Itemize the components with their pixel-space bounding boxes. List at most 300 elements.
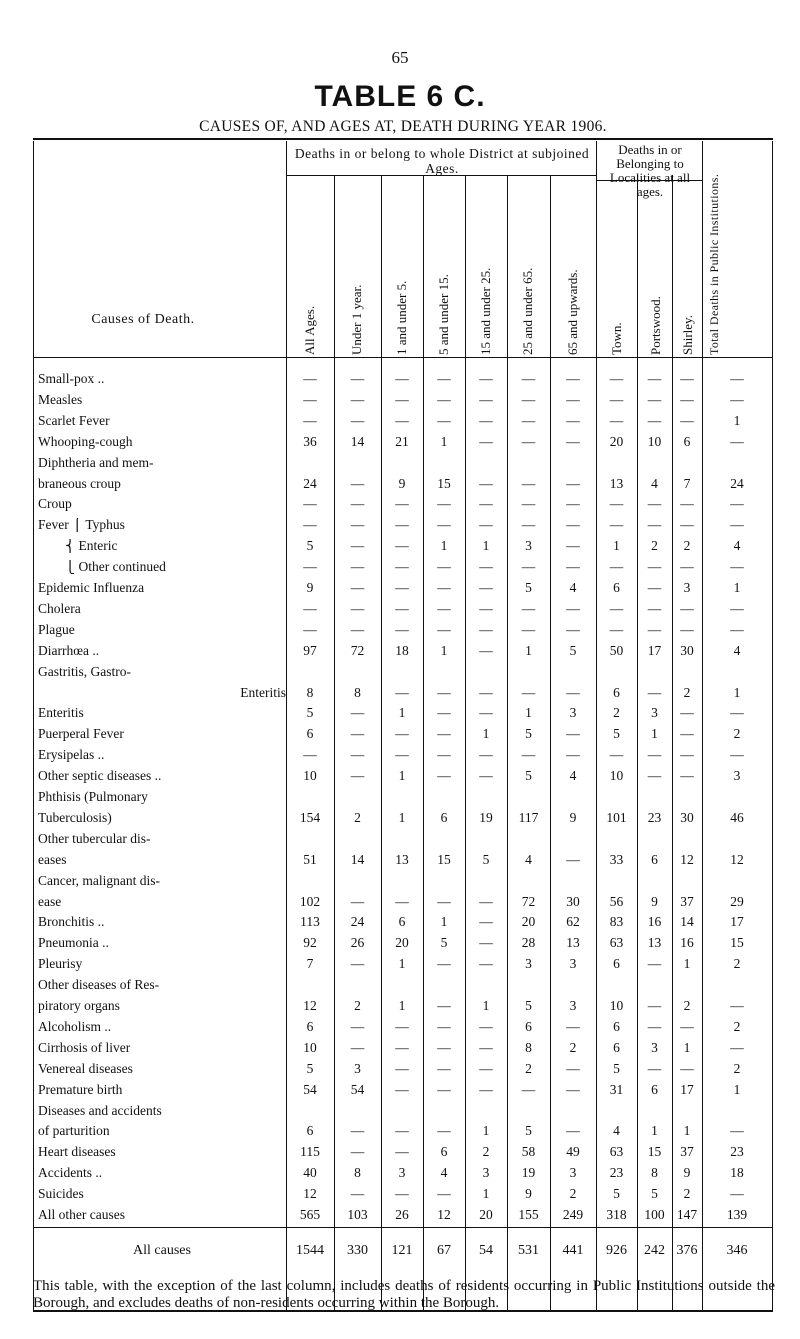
table-cell: 63 bbox=[609, 935, 624, 951]
table-cell: 155 bbox=[518, 1207, 539, 1222]
table-cell: — bbox=[479, 475, 493, 491]
table-cell: 18 bbox=[730, 1165, 744, 1181]
col-header-15-25: 15 and under 25. bbox=[478, 267, 493, 355]
table-cell: 1 bbox=[398, 956, 406, 972]
table-cell: 3 bbox=[569, 1165, 577, 1181]
footnote: This table, with the exception of the last column, includes deaths of residents occurring in Public Institutions outside the Borough, and excludes deaths of non-residents occurring within the Borough. bbox=[33, 1278, 775, 1311]
table-row bbox=[38, 665, 773, 679]
col-header-25-65: 25 and under 65. bbox=[520, 267, 535, 355]
table-cell: — bbox=[479, 1018, 493, 1034]
table-cell: 6 bbox=[683, 433, 691, 449]
table-cell: 6 bbox=[398, 914, 406, 930]
table-cell: 5 bbox=[525, 768, 532, 784]
table-cell: 1 bbox=[651, 1123, 658, 1139]
table-cell: 9 bbox=[569, 809, 577, 825]
table-cell: — bbox=[395, 1060, 409, 1076]
table-cell: — bbox=[609, 747, 624, 763]
total-cell: 330 bbox=[347, 1243, 368, 1258]
table-cell: — bbox=[437, 747, 451, 763]
table-cell: 6 bbox=[525, 1018, 532, 1034]
table-cell: 2 bbox=[683, 998, 691, 1013]
col-header-under-1: Under 1 year. bbox=[349, 284, 364, 355]
table-cell: — bbox=[609, 412, 624, 428]
table-cell: — bbox=[395, 1123, 409, 1139]
table-cell: — bbox=[437, 496, 451, 512]
table-cell: 5 bbox=[525, 726, 532, 742]
table-cell: — bbox=[479, 580, 493, 595]
table-cell: 10 bbox=[303, 768, 317, 784]
cause-label: Cholera bbox=[38, 601, 81, 616]
table-cell: — bbox=[437, 998, 451, 1013]
table-cell: 1 bbox=[613, 538, 620, 554]
table-cell: 1 bbox=[398, 998, 406, 1013]
table-cell: — bbox=[350, 517, 365, 533]
table-cell: 4 bbox=[651, 475, 658, 491]
table-cell: 1 bbox=[482, 1186, 490, 1202]
table-cell: — bbox=[437, 1123, 451, 1139]
table-cell: — bbox=[437, 580, 451, 595]
table-row bbox=[38, 581, 773, 595]
total-cell: 1544 bbox=[296, 1243, 324, 1258]
table-cell: 9 bbox=[398, 475, 406, 491]
table-cell: — bbox=[730, 1039, 744, 1055]
table-cell: — bbox=[680, 747, 694, 763]
table-row bbox=[38, 1124, 773, 1138]
table-row bbox=[38, 435, 773, 449]
table-cell: — bbox=[395, 600, 409, 616]
table-cell: 4 bbox=[569, 768, 577, 784]
table-row bbox=[38, 748, 773, 762]
table-cell: — bbox=[566, 412, 580, 428]
table-cell: 18 bbox=[395, 642, 409, 658]
table-cell: 102 bbox=[299, 893, 321, 909]
cause-label: Enteritis bbox=[38, 706, 84, 721]
table-cell: — bbox=[566, 371, 580, 386]
cause-label: Venereal diseases bbox=[38, 1061, 133, 1076]
table-cell: — bbox=[566, 600, 580, 616]
table-cell: — bbox=[566, 1018, 580, 1034]
table-cell: — bbox=[609, 391, 624, 407]
cause-label: Other septic diseases .. bbox=[38, 769, 162, 784]
table-cell: 46 bbox=[730, 809, 744, 825]
table-cell: — bbox=[350, 475, 365, 491]
table-row bbox=[38, 790, 773, 804]
table-cell: 54 bbox=[350, 1081, 365, 1097]
table-cell: 1 bbox=[482, 538, 490, 554]
table-cell: — bbox=[647, 371, 662, 386]
table-cell: — bbox=[350, 412, 365, 428]
table-cell: 30 bbox=[680, 642, 694, 658]
table-cell: — bbox=[521, 559, 536, 575]
table-cell: — bbox=[303, 391, 317, 407]
table-cell: — bbox=[647, 559, 662, 575]
table-cell: 15 bbox=[437, 475, 451, 491]
table-cell: 15 bbox=[730, 935, 744, 951]
table-cell: — bbox=[479, 412, 493, 428]
table-cell: — bbox=[437, 517, 451, 533]
cause-label: Heart diseases bbox=[38, 1145, 116, 1160]
table-cell: 10 bbox=[609, 768, 624, 784]
table-cell: — bbox=[647, 600, 662, 616]
table-cell: 13 bbox=[609, 475, 624, 491]
table-row bbox=[38, 393, 773, 407]
table-cell: — bbox=[680, 391, 694, 407]
table-cell: — bbox=[730, 1186, 744, 1202]
table-row bbox=[38, 1083, 773, 1097]
table-cell: — bbox=[521, 747, 536, 763]
table-cell: — bbox=[395, 1144, 409, 1160]
table-row bbox=[38, 769, 773, 783]
table-cell: 30 bbox=[680, 809, 694, 825]
table-cell: 6 bbox=[613, 580, 620, 595]
cause-label: Other tubercular dis- bbox=[38, 831, 151, 846]
table-cell: 6 bbox=[306, 1018, 314, 1034]
table-cell: — bbox=[647, 496, 662, 512]
table-cell: 1 bbox=[398, 809, 406, 825]
table-cell: 154 bbox=[299, 809, 321, 825]
table-cell: — bbox=[479, 496, 493, 512]
table-cell: 36 bbox=[303, 433, 317, 449]
cause-label: Tuberculosis) bbox=[38, 810, 112, 825]
table-cell: — bbox=[521, 475, 536, 491]
table-cell: 63 bbox=[609, 1144, 624, 1160]
table-cell: — bbox=[521, 433, 536, 449]
cause-label: Alcoholism .. bbox=[38, 1019, 112, 1034]
table-cell: — bbox=[350, 768, 365, 784]
table-cell: — bbox=[479, 621, 493, 637]
table-cell: — bbox=[566, 1123, 580, 1139]
table-cell: 12 bbox=[303, 998, 317, 1013]
table-cell: 23 bbox=[647, 809, 662, 825]
table-row bbox=[38, 497, 773, 511]
total-label: All causes bbox=[133, 1243, 191, 1258]
table-cell: — bbox=[566, 747, 580, 763]
table-cell: 101 bbox=[606, 809, 627, 825]
table-cell: — bbox=[680, 1018, 694, 1034]
table-cell: 2 bbox=[683, 684, 691, 700]
table-cell: — bbox=[479, 935, 493, 951]
table-row bbox=[38, 811, 773, 825]
table-cell: — bbox=[303, 600, 317, 616]
table-cell: — bbox=[350, 956, 365, 972]
table-cell: — bbox=[647, 517, 662, 533]
table-cell: 113 bbox=[300, 914, 320, 930]
table-cell: 9 bbox=[525, 1186, 532, 1202]
cause-label: Puerperal Fever bbox=[38, 727, 124, 742]
table-subtitle: CAUSES OF, AND AGES AT, DEATH DURING YEAR 1906. bbox=[199, 118, 607, 135]
table-cell: 40 bbox=[303, 1165, 317, 1181]
table-cell: 20 bbox=[479, 1207, 493, 1222]
table-cell: — bbox=[395, 391, 409, 407]
table-cell: — bbox=[395, 1018, 409, 1034]
table-row bbox=[38, 832, 773, 846]
table-cell: 13 bbox=[647, 935, 662, 951]
cause-label: Whooping-cough bbox=[38, 434, 133, 449]
table-cell: 15 bbox=[647, 1144, 662, 1160]
table-cell: — bbox=[395, 621, 409, 637]
table-cell: 3 bbox=[683, 580, 691, 595]
total-cell: 54 bbox=[479, 1243, 493, 1258]
table-cell: — bbox=[479, 893, 493, 909]
table-cell: — bbox=[680, 496, 694, 512]
table-cell: — bbox=[303, 621, 317, 637]
table-cell: 1 bbox=[683, 956, 691, 972]
table-cell: 5 bbox=[306, 1060, 314, 1076]
table-cell: — bbox=[395, 893, 409, 909]
table-cell: 1 bbox=[683, 1039, 691, 1055]
table-cell: — bbox=[437, 956, 451, 972]
table-cell: — bbox=[395, 517, 409, 533]
table-cell: — bbox=[437, 1081, 451, 1097]
table-cell: 1 bbox=[733, 1081, 741, 1097]
table-cell: — bbox=[609, 621, 624, 637]
table-cell: 14 bbox=[680, 914, 694, 930]
total-cell: 242 bbox=[644, 1243, 665, 1258]
table-cell: — bbox=[609, 496, 624, 512]
table-cell: — bbox=[566, 851, 580, 867]
table-cell: 28 bbox=[521, 935, 536, 951]
table-row bbox=[38, 727, 773, 741]
table-cell: — bbox=[479, 1039, 493, 1055]
table-cell: 51 bbox=[303, 851, 317, 867]
col-header-all-ages: All Ages. bbox=[302, 305, 317, 355]
table-cell: 1 bbox=[482, 998, 490, 1013]
table-cell: 29 bbox=[730, 893, 744, 909]
table-cell: — bbox=[730, 747, 744, 763]
table-cell: — bbox=[566, 1060, 580, 1076]
table-cell: — bbox=[647, 747, 662, 763]
table-cell: 13 bbox=[566, 935, 580, 951]
table-cell: — bbox=[303, 559, 317, 575]
table-cell: 2 bbox=[733, 1060, 741, 1076]
table-cell: 5 bbox=[569, 642, 577, 658]
table-cell: 4 bbox=[733, 538, 741, 554]
table-cell: 6 bbox=[613, 956, 620, 972]
table-cell: — bbox=[437, 1018, 451, 1034]
table-cell: 3 bbox=[569, 705, 577, 721]
table-cell: 1 bbox=[398, 705, 406, 721]
table-cell: 49 bbox=[566, 1144, 580, 1160]
table-cell: — bbox=[566, 559, 580, 575]
table-cell: 1 bbox=[525, 642, 532, 658]
cause-label: Diseases and accidents bbox=[38, 1103, 162, 1118]
table-row bbox=[38, 414, 773, 428]
table-row bbox=[38, 978, 773, 992]
table-row bbox=[38, 623, 773, 637]
table-cell: — bbox=[566, 496, 580, 512]
table-cell: 14 bbox=[350, 433, 365, 449]
table-cell: — bbox=[566, 726, 580, 742]
table-cell: — bbox=[521, 412, 536, 428]
table-cell: 97 bbox=[303, 642, 317, 658]
table-cell: 4 bbox=[440, 1165, 448, 1181]
table-cell: — bbox=[647, 684, 662, 700]
table-cell: — bbox=[350, 1018, 365, 1034]
table-cell: 6 bbox=[440, 1144, 448, 1160]
table-cell: 5 bbox=[613, 726, 620, 742]
table-cell: — bbox=[730, 1123, 744, 1139]
table-cell: 3 bbox=[525, 956, 532, 972]
table-row bbox=[38, 1145, 773, 1159]
table-cell: — bbox=[479, 747, 493, 763]
table-cell: 2 bbox=[354, 998, 361, 1013]
table-cell: 2 bbox=[683, 1186, 691, 1202]
table-cell: — bbox=[350, 1123, 365, 1139]
table-cell: — bbox=[730, 600, 744, 616]
table-cell: — bbox=[479, 914, 493, 930]
table-cell: 3 bbox=[733, 768, 741, 784]
header-localities: Deaths in or Belonging to Localities at all ages. bbox=[609, 142, 691, 199]
table-row bbox=[38, 518, 773, 532]
table-row bbox=[38, 1041, 773, 1055]
table-cell: 17 bbox=[730, 914, 744, 930]
table-cell: 26 bbox=[395, 1207, 409, 1222]
table-cell: — bbox=[437, 371, 451, 386]
table-cell: — bbox=[437, 684, 451, 700]
table-row bbox=[38, 1187, 773, 1201]
total-cell: 441 bbox=[562, 1243, 584, 1258]
cause-label: Croup bbox=[38, 497, 72, 512]
table-cell: 21 bbox=[395, 433, 409, 449]
table-cell: — bbox=[680, 726, 694, 742]
table-cell: — bbox=[566, 391, 580, 407]
table-cell: — bbox=[521, 600, 536, 616]
table-cell: — bbox=[479, 433, 493, 449]
table-cell: 5 bbox=[613, 1186, 620, 1202]
table-cell: 6 bbox=[651, 1081, 658, 1097]
table-cell: — bbox=[350, 1186, 365, 1202]
table-cell: 103 bbox=[347, 1207, 368, 1222]
table-cell: 30 bbox=[566, 893, 580, 909]
table-cell: 37 bbox=[680, 893, 694, 909]
table-row bbox=[38, 686, 773, 700]
subtitle-rule bbox=[33, 138, 773, 140]
table-cell: — bbox=[521, 517, 536, 533]
table-cell: 24 bbox=[303, 475, 317, 491]
total-cell: 121 bbox=[391, 1243, 413, 1258]
table-cell: 15 bbox=[437, 851, 451, 867]
table-cell: 5 bbox=[525, 580, 532, 595]
table-cell: 12 bbox=[680, 851, 694, 867]
table-cell: 1 bbox=[683, 1123, 691, 1139]
table-cell: 7 bbox=[306, 956, 314, 972]
cause-label: Bronchitis .. bbox=[38, 915, 105, 930]
table-cell: — bbox=[395, 559, 409, 575]
table-cell: — bbox=[437, 1039, 451, 1055]
table-cell: 12 bbox=[303, 1186, 317, 1202]
cause-label: Premature birth bbox=[38, 1082, 123, 1097]
table-cell: 16 bbox=[647, 914, 662, 930]
table-cell: 2 bbox=[683, 538, 691, 554]
table-cell: — bbox=[350, 726, 365, 742]
table-cell: — bbox=[566, 433, 580, 449]
table-cell: — bbox=[521, 371, 536, 386]
table-cell: — bbox=[521, 1081, 536, 1097]
table-cell: 5 bbox=[525, 998, 532, 1013]
table-cell: — bbox=[437, 726, 451, 742]
table-cell: 2 bbox=[482, 1144, 490, 1160]
table-row bbox=[38, 936, 773, 950]
table-cell: 1 bbox=[733, 412, 741, 428]
table-cell: 4 bbox=[569, 580, 577, 595]
table-cell: 5 bbox=[306, 705, 314, 721]
cause-label: piratory organs bbox=[38, 999, 120, 1013]
table-cell: — bbox=[395, 538, 409, 554]
table-cell: — bbox=[350, 496, 365, 512]
table-cell: 19 bbox=[521, 1165, 536, 1181]
table-cell: 33 bbox=[609, 851, 624, 867]
table-cell: — bbox=[521, 621, 536, 637]
table-cell: 4 bbox=[733, 642, 741, 658]
table-cell: 1 bbox=[651, 726, 658, 742]
table-cell: — bbox=[680, 1060, 694, 1076]
table-cell: — bbox=[730, 559, 744, 575]
table-cell: — bbox=[395, 371, 409, 386]
table-cell: 6 bbox=[651, 851, 658, 867]
table-cell: — bbox=[479, 371, 493, 386]
table-cell: — bbox=[609, 600, 624, 616]
table-row bbox=[38, 456, 773, 470]
table-cell: — bbox=[350, 747, 365, 763]
cause-label: Scarlet Fever bbox=[38, 413, 110, 428]
table-cell: 9 bbox=[651, 893, 658, 909]
table-cell: 1 bbox=[482, 1123, 490, 1139]
cause-label: Erysipelas .. bbox=[38, 748, 105, 763]
table-cell: 1 bbox=[440, 433, 448, 449]
table-cell: — bbox=[647, 768, 662, 784]
cause-label: Fever ⎧ Typhus bbox=[38, 518, 125, 533]
table-cell: — bbox=[395, 684, 409, 700]
table-cell: 20 bbox=[521, 914, 536, 930]
table-row bbox=[38, 1062, 773, 1076]
header-institutions: Total Deaths in Public Institutions. bbox=[707, 173, 721, 355]
col-header-shirley: Shirley. bbox=[680, 315, 695, 355]
table-row bbox=[38, 706, 773, 720]
table-cell: 3 bbox=[482, 1165, 490, 1181]
table-cell: 16 bbox=[680, 935, 694, 951]
cause-label: Pleurisy bbox=[38, 957, 83, 972]
table-cell: — bbox=[566, 475, 580, 491]
table-cell: — bbox=[730, 433, 744, 449]
table-cell: — bbox=[647, 580, 662, 595]
table-cell: 6 bbox=[440, 809, 448, 825]
table-cell: — bbox=[647, 412, 662, 428]
table-cell: 1 bbox=[398, 768, 406, 784]
table-cell: — bbox=[479, 768, 493, 784]
table-cell: — bbox=[437, 768, 451, 784]
table-cell: — bbox=[521, 391, 536, 407]
table-cell: — bbox=[350, 538, 365, 554]
table-cell: 3 bbox=[569, 956, 577, 972]
table-cell: 2 bbox=[733, 1018, 741, 1034]
table-cell: — bbox=[437, 391, 451, 407]
table-cell: 12 bbox=[437, 1207, 451, 1222]
table-cell: 2 bbox=[613, 705, 620, 721]
total-cell: 376 bbox=[676, 1243, 698, 1258]
table-cell: 10 bbox=[303, 1039, 317, 1055]
table-cell: — bbox=[395, 1186, 409, 1202]
table-cell: 72 bbox=[521, 893, 536, 909]
table-cell: — bbox=[566, 517, 580, 533]
col-header-town: Town. bbox=[609, 322, 624, 355]
table-title: TABLE 6 C. bbox=[314, 80, 486, 113]
table-cell: — bbox=[647, 1060, 662, 1076]
table-cell: 23 bbox=[609, 1165, 624, 1181]
table-cell: — bbox=[521, 684, 536, 700]
table-cell: — bbox=[350, 705, 365, 721]
table-cell: 17 bbox=[647, 642, 662, 658]
table-cell: 10 bbox=[609, 998, 624, 1013]
